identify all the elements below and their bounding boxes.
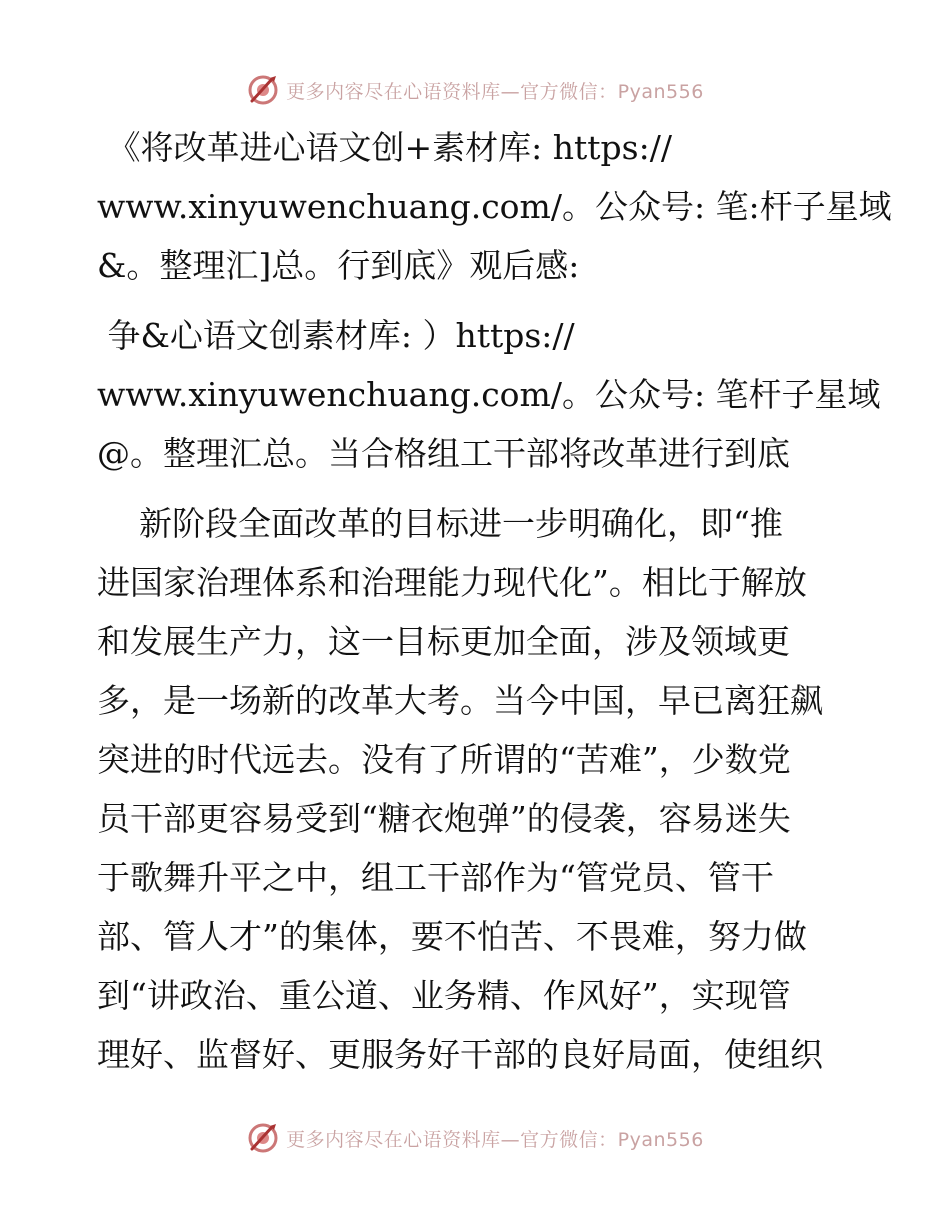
subtitle-block — [97, 306, 881, 483]
banner-text: 更多内容尽在心语资料库—官方微信：Pyan556 — [286, 80, 704, 103]
text-line: @。整理汇总。当合格组工干部将改革进行到底 — [97, 434, 790, 473]
quill-seal-icon — [246, 73, 280, 107]
text-line: 和发展生产力，这一目标更加全面，涉及领域更 — [97, 622, 790, 661]
body-paragraph — [97, 494, 857, 1084]
header-watermark-banner — [0, 70, 950, 110]
text-line: 于歌舞升平之中，组工干部作为“管党员、管干 — [97, 858, 774, 897]
text-line: 争&心语文创素材库: ）https:// — [97, 316, 575, 355]
text-line: www.xinyuwenchuang.com/。公众号: 笔杆子星域 — [97, 375, 881, 414]
title-block — [97, 118, 892, 295]
text-line: 突进的时代远去。没有了所谓的“苦难”，少数党 — [97, 740, 791, 779]
text-line: 新阶段全面改革的目标进一步明确化，即“推 — [97, 504, 783, 543]
text-line: &。整理汇]总。行到底》观后感: — [97, 246, 580, 285]
text-line: 部、管人才”的集体，要不怕苦、不畏难，努力做 — [97, 917, 807, 956]
footer-watermark-banner — [0, 1118, 950, 1158]
text-line: 理好、监督好、更服务好干部的良好局面，使组织 — [97, 1035, 823, 1074]
text-line: 进国家治理体系和治理能力现代化”。相比于解放 — [97, 563, 807, 602]
text-line: 到“讲政治、重公道、业务精、作风好”，实现管 — [97, 976, 791, 1015]
text-line: 员干部更容易受到“糖衣炮弹”的侵袭，容易迷失 — [97, 799, 791, 838]
text-line: www.xinyuwenchuang.com/。公众号: 笔:杆子星域 — [97, 187, 892, 226]
text-line: 多，是一场新的改革大考。当今中国，早已离狂飙 — [97, 681, 823, 720]
text-line: 《将改革进心语文创+素材库: https:// — [97, 128, 672, 167]
quill-seal-icon — [246, 1121, 280, 1155]
document-body — [97, 118, 892, 1084]
banner-text: 更多内容尽在心语资料库—官方微信：Pyan556 — [286, 1128, 704, 1151]
